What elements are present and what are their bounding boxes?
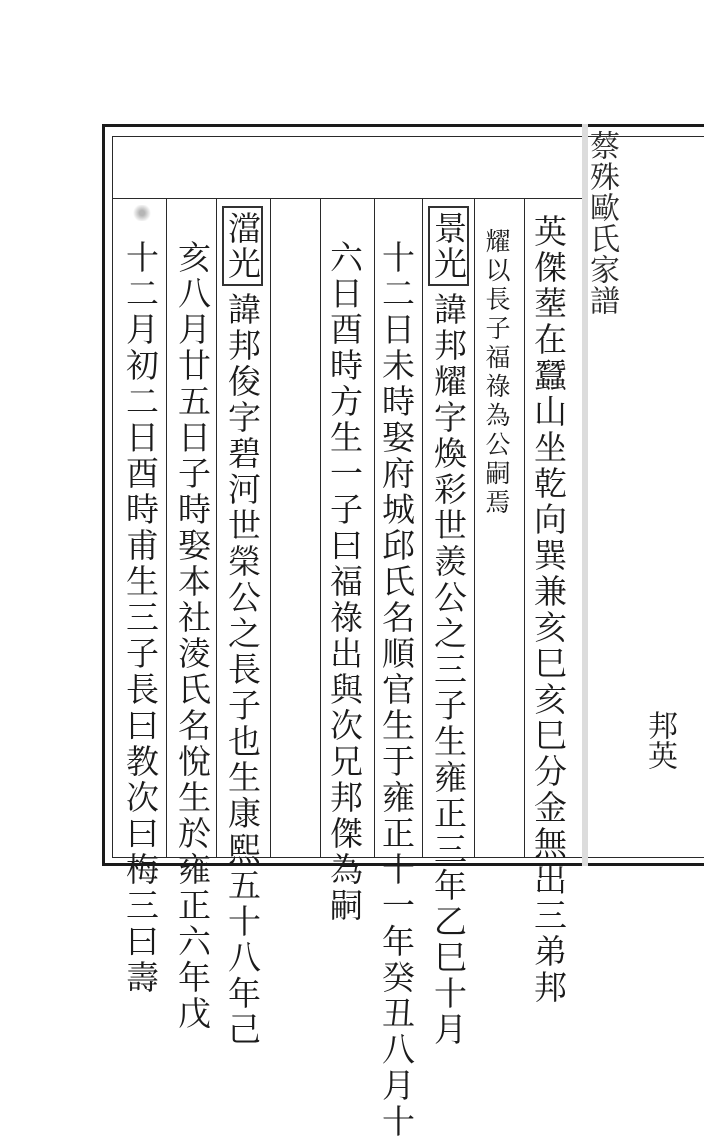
column-rule <box>524 198 525 858</box>
book-title: 蔡殊歐氏家譜 <box>584 130 619 316</box>
edge-mark: 邦英 <box>642 710 677 770</box>
seal-mark <box>132 205 152 221</box>
text-column: 耀以長子福祿為公嗣焉 <box>482 228 511 518</box>
text-column: 六日酉時方生一子曰福祿出與次兄邦傑為嗣 <box>325 240 364 924</box>
column-rule <box>422 198 423 858</box>
column-rule <box>216 198 217 858</box>
column-rule <box>374 198 375 858</box>
column-rule <box>474 198 475 858</box>
text-column: 諱邦耀字煥彩世羨公之三子生雍正三年乙巳十月 <box>429 292 468 1048</box>
text-column: 十二日未時娶府城邱氏名順官生于雍正十一年癸丑八月十 <box>377 240 416 1140</box>
person-name-tag: 景光 <box>428 206 469 286</box>
header-band <box>112 136 582 199</box>
text-column: 諱邦俊字碧河世榮公之長子也生康熙五十八年己 <box>223 292 262 1048</box>
column-rule <box>166 198 167 858</box>
text-column: 英傑塟在蠶山坐乾向巽兼亥巳亥巳分金無出三弟邦 <box>529 214 568 1006</box>
column-rule <box>320 198 321 858</box>
column-rule <box>270 198 271 858</box>
text-column: 十二月初二日酉時甫生三子長曰教次曰梅三曰壽 <box>121 240 160 996</box>
text-column: 亥八月廿五日子時娶本社淩氏名悅生於雍正六年戊 <box>173 240 212 1032</box>
person-name-tag: 澢光 <box>222 206 263 286</box>
